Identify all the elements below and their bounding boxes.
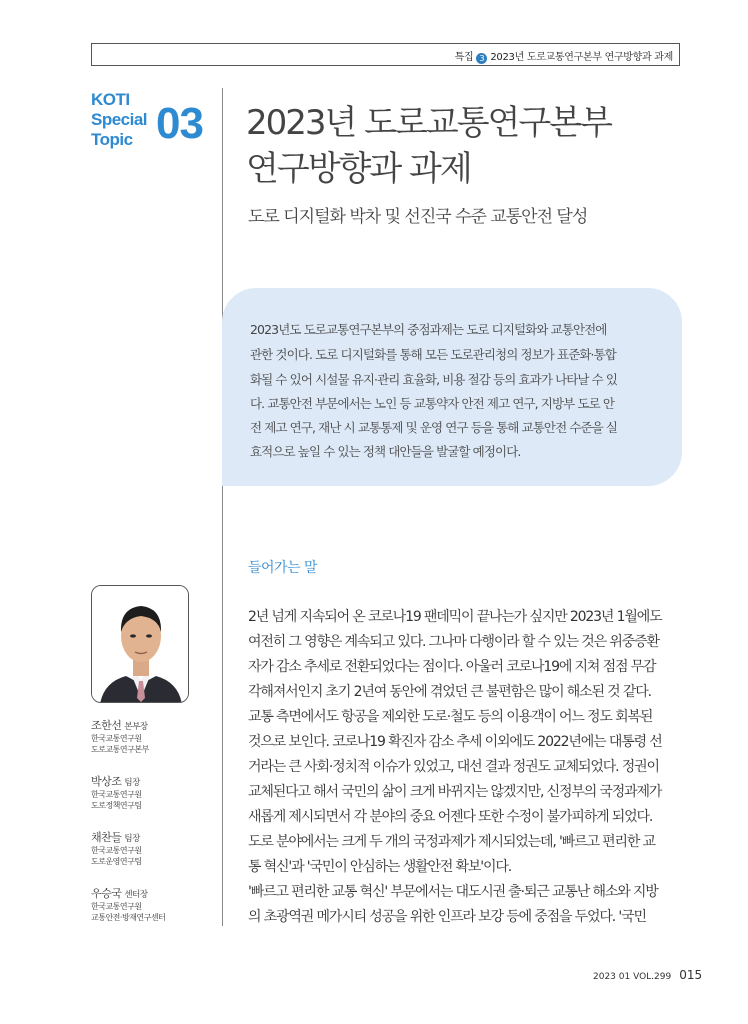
abstract-line: 관한 것이다. 도로 디지털화를 통해 모든 도로관리청의 정보가 표준화·통합 xyxy=(250,347,616,362)
body-text-line: 자가 감소 추세로 전환되었다는 점이다. 아울러 코로나19에 지쳐 점점 무감 xyxy=(248,659,656,675)
body-text-line: 교통 측면에서도 항공을 제외한 도로·철도 등의 이용객이 어느 정도 회복된 xyxy=(248,709,653,725)
article-title xyxy=(246,100,611,192)
abstract-line: 전 제고 연구, 재난 시 교통통제 및 운영 연구 등을 통해 교통안전 수준을 실 xyxy=(250,420,618,435)
body-text-line: 의 초광역권 메가시티 성공을 위한 인프라 보강 등에 중점을 두었다. '국민 xyxy=(248,909,646,925)
header-number-badge: 3 xyxy=(476,53,487,64)
author-role: 센터장 xyxy=(124,890,148,900)
title-line-2: 연구방향과 과제 xyxy=(246,149,471,189)
author-name: 우승국 센터장 xyxy=(91,887,148,900)
body-text-line: 거라는 큰 사회·정치적 이슈가 있었고, 대선 결과 정권도 교체되었다. 정권이 xyxy=(248,759,659,775)
author-block xyxy=(91,773,142,811)
article-subtitle: 도로 디지털화 박차 및 선진국 수준 교통안전 달성 xyxy=(248,207,588,227)
body-text-line: 새롭게 제시되면서 각 분야의 중요 어젠다 또한 수정이 불가피하게 되었다. xyxy=(248,809,653,825)
author-dept: 도로교통연구본부 xyxy=(91,745,149,754)
author-role: 팀장 xyxy=(124,834,140,844)
author-role: 본부장 xyxy=(124,722,148,732)
special-label: Special xyxy=(91,110,148,129)
author-dept: 도로정책연구팀 xyxy=(91,801,142,810)
koti-label: KOTI xyxy=(91,90,130,109)
author-block xyxy=(91,717,149,755)
topic-label: Topic xyxy=(91,130,133,149)
author-org: 한국교통연구원 xyxy=(91,846,142,855)
page-footer xyxy=(593,968,702,982)
body-text-line: 것으로 보인다. 코로나19 확진자 감소 추세 이외에도 2022년에는 대통령 선 xyxy=(248,734,662,750)
author-org: 한국교통연구원 xyxy=(91,790,142,799)
author-role: 팀장 xyxy=(124,778,140,788)
portrait-illustration xyxy=(92,586,189,703)
author-name: 채찬들 팀장 xyxy=(91,831,140,844)
body-text-line: 각해져서인지 초기 2년여 동안에 겪었던 큰 불편함은 많이 해소된 것 같다. xyxy=(248,684,651,700)
abstract-line: 효적으로 높일 수 있는 정책 대안들을 발굴할 예정이다. xyxy=(250,444,521,459)
body-text-line: 교체된다고 해서 국민의 삶이 크게 바뀌지는 않겠지만, 신정부의 국정과제가 xyxy=(248,784,662,800)
author-org: 한국교통연구원 xyxy=(91,902,142,911)
issue-info: 2023 01 VOL.299 xyxy=(593,972,672,982)
body-text-line: '빠르고 편리한 교통 혁신' 부문에서는 대도시권 출·퇴근 교통난 해소와 지방 xyxy=(248,884,658,900)
author-dept: 도로운영연구팀 xyxy=(91,857,142,866)
section-heading-intro: 들어가는 말 xyxy=(248,560,318,576)
abstract-line: 다. 교통안전 부문에서는 노인 등 교통약자 안전 제고 연구, 지방부 도로 안 xyxy=(250,396,615,411)
abstract-line: 화될 수 있어 시설물 유지·관리 효율화, 비용 절감 등의 효과가 나타날 수 있 xyxy=(250,372,618,387)
author-dept: 교통안전·방재연구센터 xyxy=(91,913,166,922)
page-number: 015 xyxy=(679,968,703,982)
abstract-line: 2023년도 도로교통연구본부의 중점과제는 도로 디지털화와 교통안전에 xyxy=(250,322,607,337)
koti-special-topic-logo xyxy=(91,90,147,150)
author-org: 한국교통연구원 xyxy=(91,734,142,743)
header-section: 특집 xyxy=(454,52,474,63)
running-header xyxy=(91,43,680,66)
body-text-line: 2년 넘게 지속되어 온 코로나19 팬데믹이 끝나는가 싶지만 2023년 1월에도 xyxy=(248,609,662,625)
body-text-line: 통 혁신'과 '국민이 안심하는 생활안전 확보'이다. xyxy=(248,859,512,875)
author-block xyxy=(91,829,142,867)
topic-number: 03 xyxy=(156,99,203,148)
header-title: 2023년 도로교통연구본부 연구방향과 과제 xyxy=(490,52,673,63)
body-text-line: 여전히 그 영향은 계속되고 있다. 그나마 다행이라 할 수 있는 것은 위중증환 xyxy=(248,634,659,650)
running-header-text xyxy=(455,48,673,64)
author-name: 박상조 팀장 xyxy=(91,775,140,788)
title-line-1: 2023년 도로교통연구본부 xyxy=(246,103,611,143)
body-text-line: 도로 분야에서는 크게 두 개의 국정과제가 제시되었는데, '빠르고 편리한 교 xyxy=(248,834,655,850)
author-name: 조한선 본부장 xyxy=(91,719,148,732)
vertical-divider xyxy=(222,88,223,926)
author-photo xyxy=(91,585,189,703)
author-block xyxy=(91,885,165,923)
